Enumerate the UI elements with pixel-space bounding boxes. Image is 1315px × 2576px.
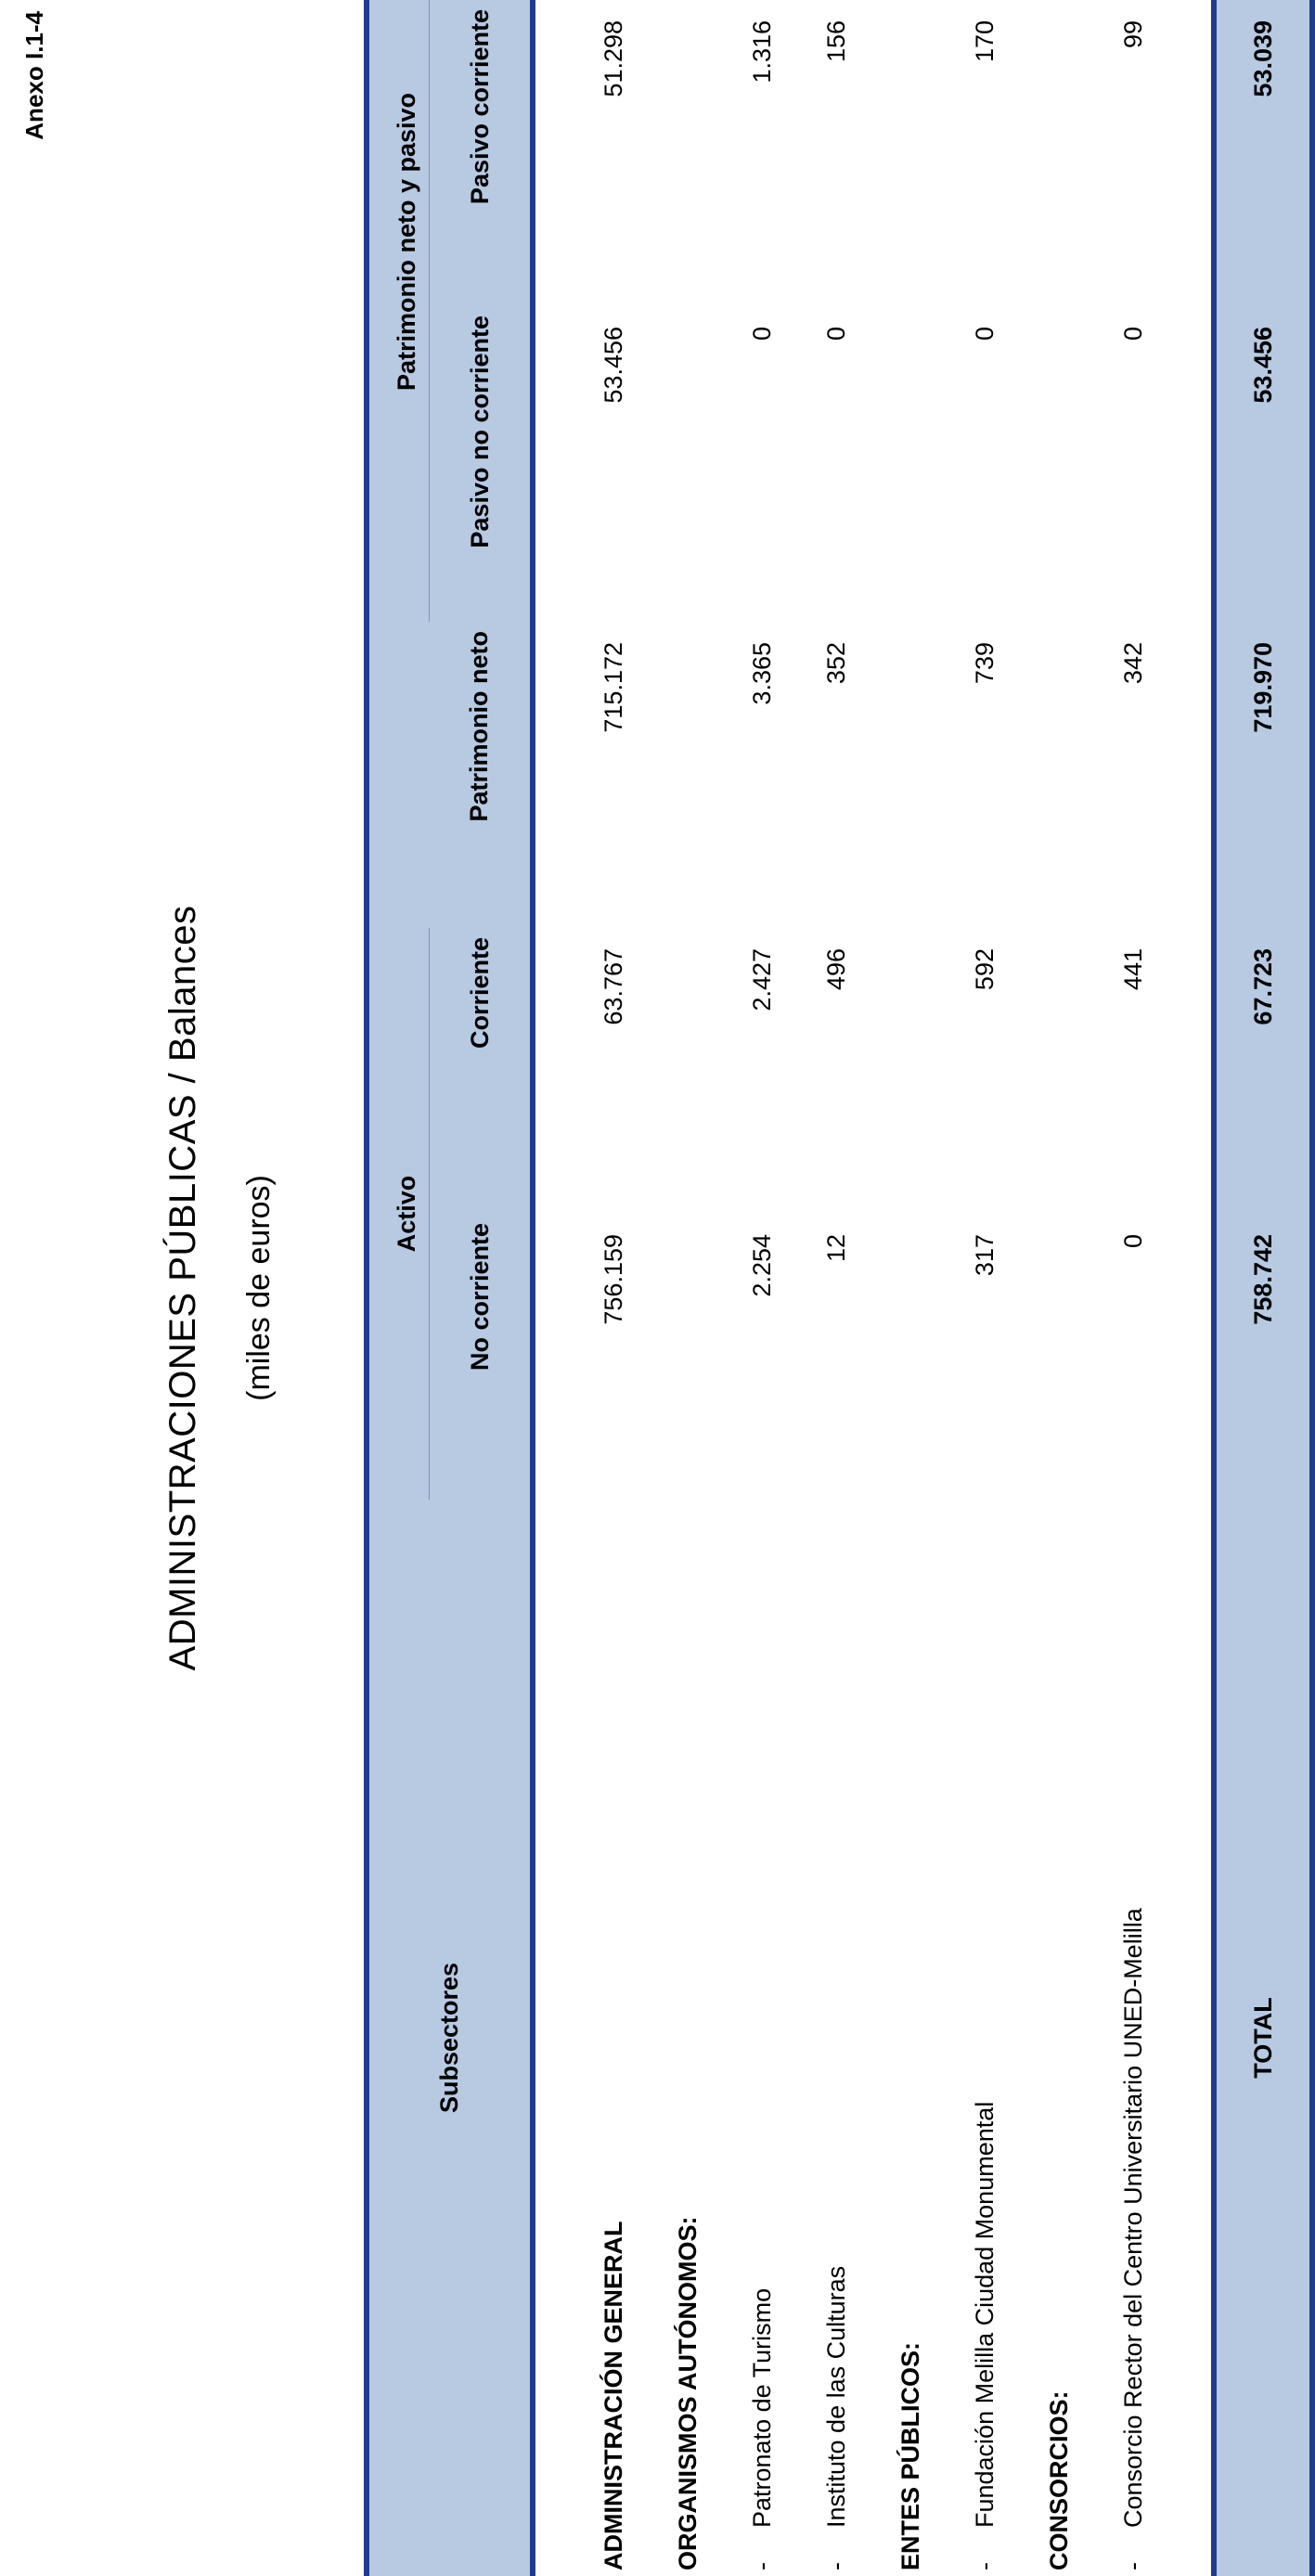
cell-value: 156 [821,19,850,63]
cell-value: 51.298 [599,19,627,97]
cell-value: 63.767 [599,948,627,1025]
header-patrimonio-label: Patrimonio neto y pasivo [393,92,420,392]
row-label: Patronato de Turismo [747,2287,776,2528]
cell-value: 2.427 [747,948,776,1011]
cell-value: 342 [1118,642,1147,685]
column-no-corriente-label: No corriente [465,1223,494,1372]
column-corriente [430,928,534,1214]
row-dash: - [1118,2562,1147,2570]
cell-value: 0 [821,327,850,341]
spacer-cell [533,0,576,2576]
header-patrimonio [367,0,430,928]
cell-value: 170 [970,19,999,63]
cell-value: 592 [970,948,999,991]
spacer-cell [1170,0,1214,2576]
table-row [576,0,651,2576]
column-no-corriente [430,1214,534,1500]
page-subtitle: (miles de euros) [241,1175,277,1401]
table-row [948,0,1022,2576]
cell-value: 53.456 [599,327,627,404]
row-label: Fundación Melilla Ciudad Monumental [970,2101,999,2528]
column-pasivo-corriente-label: Pasivo corriente [465,8,494,205]
spacer-row [1170,0,1214,2576]
row-dash: - [747,2562,776,2570]
row-label-cell [1096,1500,1170,2576]
row-label-cell [725,1500,799,2576]
cell-value: 756.159 [599,1234,627,1325]
header-subsectors: Subsectores [435,1962,463,2114]
section-row [1022,0,1096,2576]
row-label-cell [799,1500,873,2576]
header-activo [367,928,430,1500]
column-pasivo-corriente [430,0,534,306]
balance-table [364,0,1315,2576]
cell-value: 99 [1118,19,1147,49]
table-row [725,0,799,2576]
header-activo-label: Activo [393,1175,420,1253]
cell-value: 352 [821,642,850,685]
section-label: ENTES PÚBLICOS: [896,2341,924,2570]
total-value: 53.456 [1248,327,1277,404]
total-value: 758.742 [1248,1234,1277,1325]
spacer-row [533,0,576,2576]
cell-value: 2.254 [747,1234,776,1297]
total-value: 53.039 [1248,19,1277,97]
total-row [1214,0,1312,2576]
row-label: ADMINISTRACIÓN GENERAL [599,2221,627,2570]
section-row [873,0,948,2576]
total-value: 719.970 [1248,642,1277,733]
cell-value: 0 [1118,1234,1147,1249]
column-pasivo-no-corriente-label: Pasivo no corriente [465,316,494,548]
cell-value: 715.172 [599,642,627,733]
cell-value: 739 [970,642,999,685]
column-patrimonio-neto-label: Patrimonio neto [465,631,494,822]
cell-value: 317 [970,1234,999,1277]
cell-value: 441 [1118,948,1147,991]
table-row [1096,0,1170,2576]
cell-value: 12 [821,1234,850,1263]
row-dash: - [970,2562,999,2570]
row-label: Consorcio Rector del Centro Universitario UNED-Melilla [1118,1908,1147,2528]
section-label: ORGANISMOS AUTÓNOMOS: [673,2216,702,2570]
page-title: ADMINISTRACIONES PÚBLICAS / Balances [162,905,203,1671]
row-dash: - [821,2562,850,2570]
column-patrimonio-neto [430,622,534,928]
total-label: TOTAL [1248,1997,1277,2079]
cell-value: 0 [970,327,999,341]
annex-label: Anexo I.1-4 [20,11,48,140]
cell-value: 0 [1118,327,1147,341]
column-corriente-label: Corriente [465,937,494,1050]
section-label: CONSORCIOS: [1044,2390,1073,2570]
row-label-cell [948,1500,1022,2576]
cell-value: 0 [747,327,776,341]
cell-value: 496 [821,948,850,991]
total-value: 67.723 [1248,948,1277,1025]
cell-value: 3.365 [747,642,776,705]
column-pasivo-no-corriente [430,306,534,622]
cell-value: 1.316 [747,19,776,84]
section-row [651,0,725,2576]
header-group-row [367,0,430,2576]
table-row [799,0,873,2576]
row-label: Instituto de las Culturas [821,2265,850,2528]
